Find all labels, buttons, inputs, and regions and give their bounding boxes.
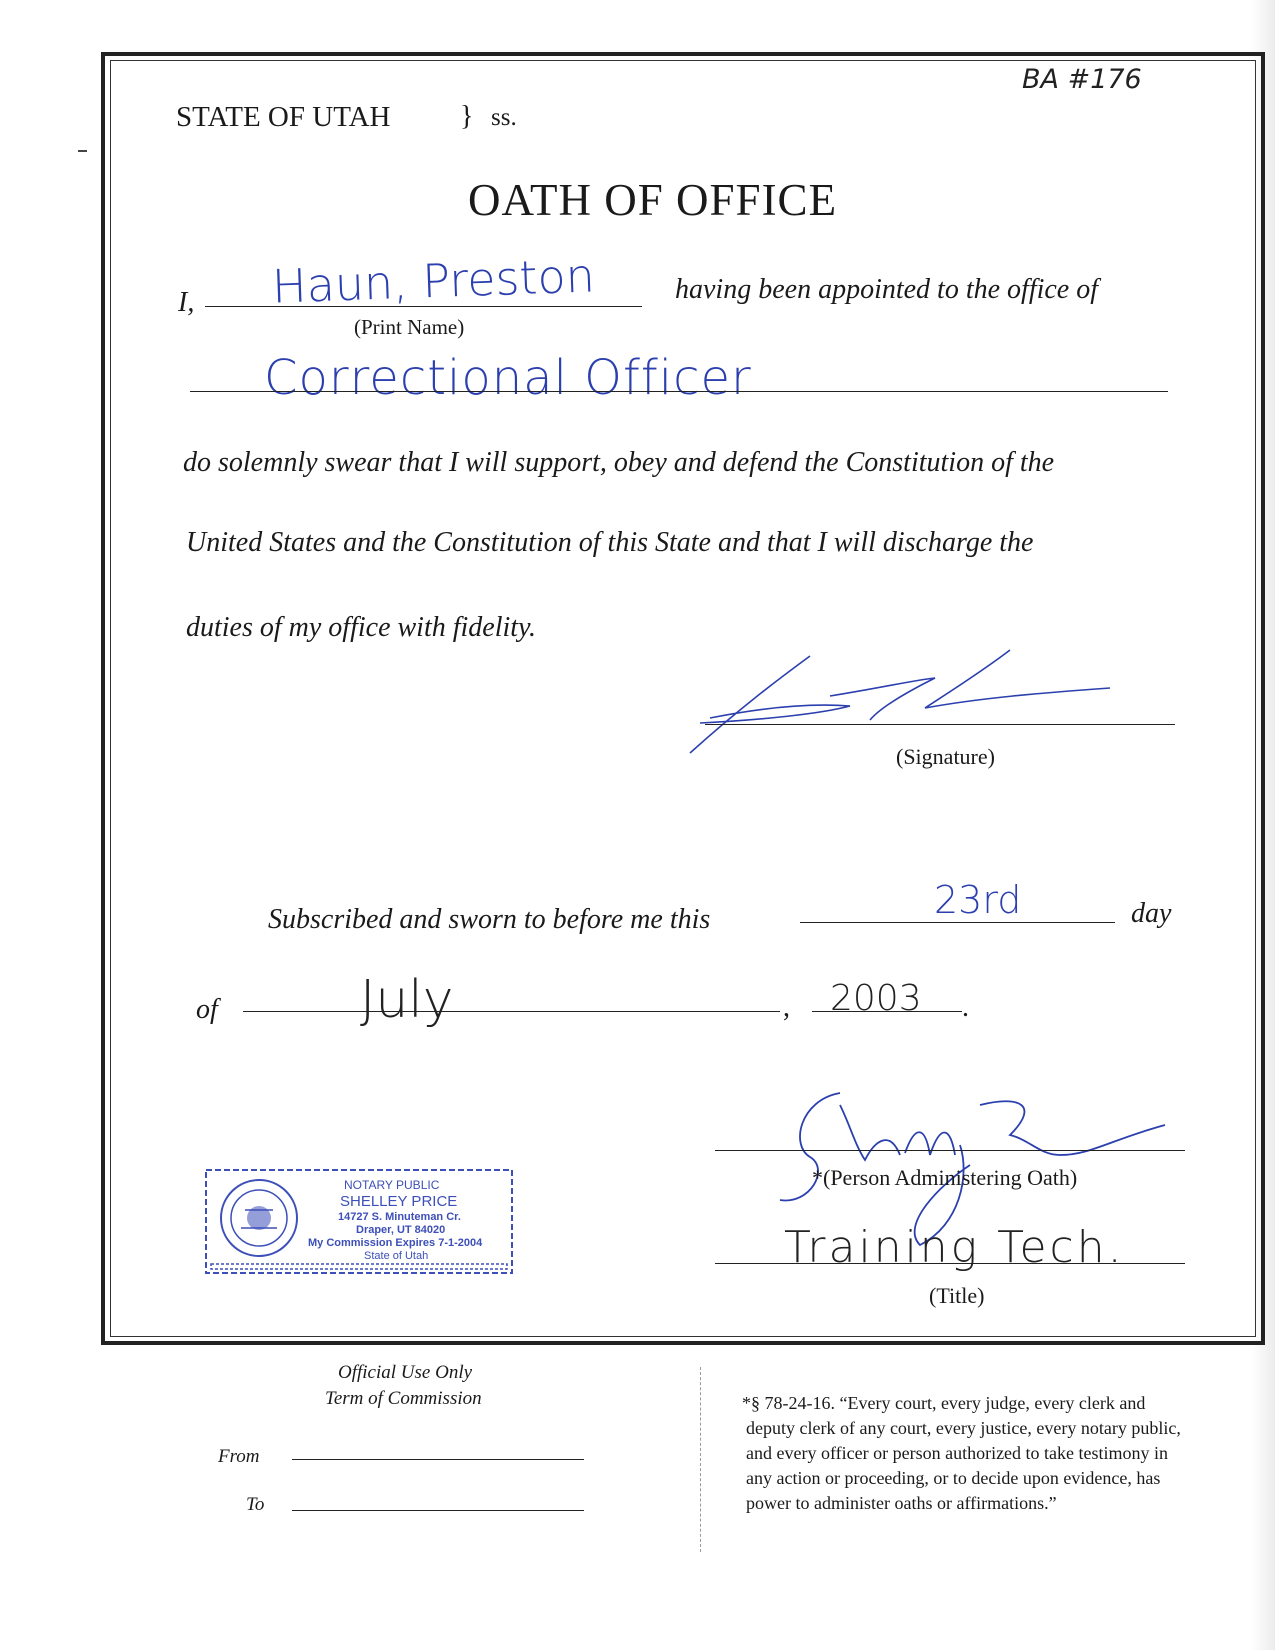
title-label: (Title) <box>929 1283 985 1308</box>
day-label: day <box>1131 898 1172 929</box>
comma: , <box>783 992 790 1023</box>
statute-line-4: any action or proceeding, or to decide upon evidence, has <box>746 1468 1161 1488</box>
office-handwritten: Correctional Officer <box>264 350 752 406</box>
signature-line <box>705 724 1175 725</box>
subscribed-text: Subscribed and sworn to before me this <box>268 904 711 935</box>
administrator-line <box>715 1150 1185 1151</box>
statute-line-3: and every officer or person authorized to take testimony in <box>746 1443 1169 1463</box>
from-line <box>292 1459 584 1460</box>
day-line <box>800 922 1115 923</box>
appointee-signature-drawing <box>680 648 1120 758</box>
oath-body-line-2: United States and the Constitution of this State and that I will discharge the <box>186 527 1034 558</box>
statute-line-5: power to administer oaths or affirmations.” <box>746 1493 1057 1513</box>
to-label: To <box>246 1494 265 1515</box>
office-line <box>190 391 1168 392</box>
doc-ref-handwritten: BA #176 <box>1022 64 1142 95</box>
margin-mark <box>78 150 87 152</box>
month-line <box>243 1011 780 1012</box>
bracket: } <box>460 101 474 132</box>
seal-line-1: NOTARY PUBLIC <box>344 1178 440 1192</box>
official-use-label: Official Use Only <box>338 1362 473 1383</box>
to-line <box>292 1510 584 1511</box>
signature-label: (Signature) <box>896 744 995 769</box>
page-title: OATH OF OFFICE <box>468 175 838 225</box>
title-handwritten: Training Tech. <box>784 1222 1125 1273</box>
oath-body-line-3: duties of my office with fidelity. <box>186 612 536 643</box>
title-line <box>715 1263 1185 1264</box>
year-handwritten: 2003 <box>830 978 922 1019</box>
ss-label: ss. <box>491 104 517 131</box>
statute-line-1: *§ 78-24-16. “Every court, every judge, every clerk and <box>742 1393 1146 1413</box>
print-name-label: (Print Name) <box>354 315 465 339</box>
period: . <box>962 992 969 1023</box>
appointed-text: having been appointed to the office of <box>675 274 1099 305</box>
of-label: of <box>196 994 218 1025</box>
notary-seal <box>204 1168 514 1275</box>
statute-line-2: deputy clerk of any court, every justice, every notary public, <box>746 1418 1181 1438</box>
term-label: Term of Commission <box>325 1388 482 1409</box>
month-handwritten: July <box>360 970 454 1030</box>
seal-line-3: 14727 S. Minuteman Cr. <box>338 1211 461 1223</box>
day-handwritten: 23rd <box>934 878 1022 922</box>
oath-body-line-1: do solemnly swear that I will support, obey and defend the Constitution of the <box>183 447 1055 478</box>
from-label: From <box>218 1446 260 1467</box>
year-line <box>812 1011 962 1012</box>
seal-line-6: State of Utah <box>364 1250 429 1262</box>
i-label: I, <box>178 287 195 318</box>
seal-line-4: Draper, UT 84020 <box>356 1224 446 1236</box>
state-label: STATE OF UTAH <box>176 101 391 133</box>
seal-line-5: My Commission Expires 7-1-2004 <box>308 1237 483 1249</box>
administrator-label: *(Person Administering Oath) <box>812 1165 1078 1190</box>
print-name-handwritten: Haun, Preston <box>271 248 596 314</box>
seal-line-2: SHELLEY PRICE <box>340 1193 458 1210</box>
footer-divider <box>700 1367 701 1552</box>
